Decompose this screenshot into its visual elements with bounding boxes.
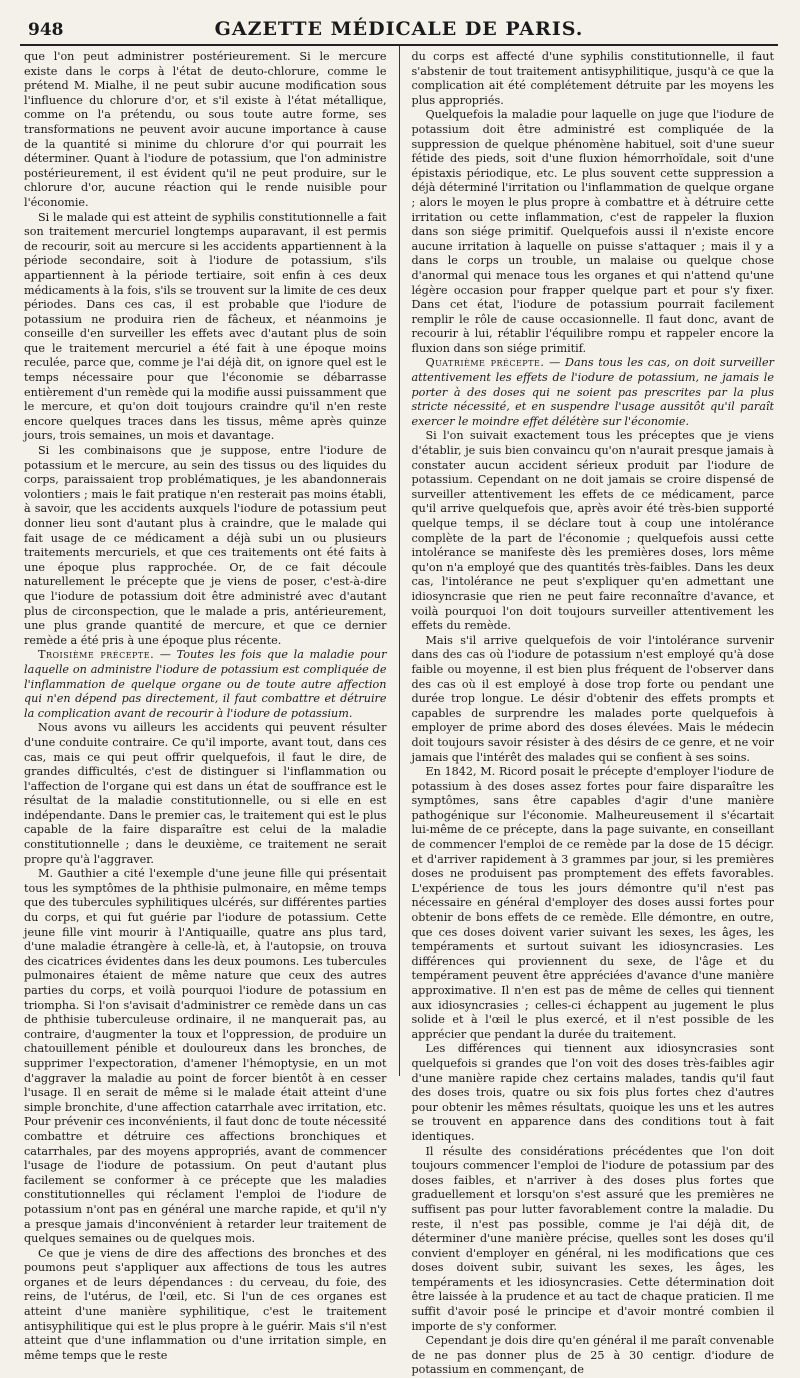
- left-column: [20, 46, 391, 1362]
- precept-text: Toutes les fois que la maladie pour laquelle on administre l'iodure de potassium est compliquée de l'inflammation de quelque organe ou de toute autre affection qui n'en dépend pas directement, il faut combattre et détruire la complication avant de recourir à l'iodure de potassium.: [24, 648, 387, 720]
- page-header: [20, 10, 778, 46]
- paragraph: Nous avons vu ailleurs les accidents qui peuvent résulter d'une conduite contraire. Ce qu'il importe, avant tout, dans ces cas, mais ce qui peut offrir quelquefois, il faut le dire, de grandes difficultés, c'est de distinguer si l'inflammation ou l'affection de l'organe qui est dans un état de souffrance est le résultat de la maladie constitutionnelle, ou si elle en est indépendante. Dans le premier cas, le traitement qui est le plus capable de la faire disparaître est celui de la maladie constitutionnelle ; dans le deuxième, ce traitement ne serait propre qu'à l'aggraver.: [24, 721, 387, 866]
- paragraph: En 1842, M. Ricord posait le précepte d'employer l'iodure de potassium à des doses assez fortes pour faire disparaître les symptômes, sans être capables d'agir d'une manière pathogénique sur l'économie. Malheureusement il s'écartait lui-même de ce précepte, dans la page suivante, en conseillant de commencer l'emploi de ce remède par la dose de 15 décigr. et d'arriver rapidement à 3 grammes par jour, si les premières doses ne produisent pas promptement des effets favorables. L'expérience de tous les jours démontre qu'il n'est pas nécessaire en général d'employer des doses aussi fortes pour obtenir de bons effets de ce remède. Elle démontre, en outre, que ces doses doivent varier suivant les sexes, les âges, les tempéraments et surtout suivant les idiosyncrasies. Les différences qui proviennent du sexe, de l'âge et du tempérament peuvent être appréciées d'avance d'une manière approximative. Il n'en est pas de même de celles qui tiennent aux idiosyncrasies ; celles-ci échappent au jugement le plus solide et à l'œil le plus exercé, et il n'est possible de les apprécier que pendant la durée du traitement.: [411, 765, 774, 1041]
- precept-label: Troisième précepte.: [38, 648, 155, 662]
- paragraph: que l'on peut administrer postérieurement. Si le mercure existe dans le corps à l'état de deuto-chlorure, comme le prétend M. Mialhe, il ne peut subir aucune modification sous l'influence du chlorure d'or, et s'il existe à l'état métallique, comme on l'a prétendu, ou sous toute autre forme, ses transformations ne peuvent avoir aucune importance à cause de la quantité si minime du chlorure d'or qui pourrait les déterminer. Quant à l'iodure de potassium, que l'on administre postérieurement, il est évident qu'il ne peut produire, sur le chlorure d'or, aucune réaction qui le rende nuisible pour l'économie.: [24, 50, 387, 209]
- paragraph: Troisième précepte. — Toutes les fois que la maladie pour laquelle on administre l'iodure de potassium est compliquée de l'inflammation de quelque organe ou de toute autre affection qui n'en dépend pas directement, il faut combattre et détruire la complication avant de recourir à l'iodure de potassium.: [24, 648, 387, 720]
- paragraph: Quatrième précepte. — Dans tous les cas, on doit surveiller attentivement les effets de l'iodure de potassium, ne jamais le porter à des doses qui ne soient pas prescrites par la plus stricte nécessité, et en suspendre l'usage aussitôt qu'il paraît exercer le moindre effet délétère sur l'économie.: [411, 356, 774, 428]
- page-number: 948: [28, 20, 64, 40]
- right-column: [407, 46, 778, 1377]
- paragraph: Mais s'il arrive quelquefois de voir l'intolérance survenir dans des cas où l'iodure de potassium n'est employé qu'à dose faible ou moyenne, il est bien plus fréquent de l'observer dans des cas où il est employé à dose trop forte ou pendant une durée trop longue. Le désir d'obtenir des effets prompts et capables de surprendre les malades porte quelquefois à employer de prime abord des doses élevées. Mais le médecin doit toujours savoir résister à des désirs de ce genre, et ne voir jamais que l'intérêt des malades qui se confient à ses soins.: [411, 633, 774, 764]
- column-rule: [399, 46, 400, 1076]
- paragraph: Si les combinaisons que je suppose, entre l'iodure de potassium et le mercure, au sein des tissus ou des liquides du corps, paraissaient trop problématiques, je les abandonnerais volontiers ; mais le fait pratique n'en resterait pas moins établi, à savoir, que les accidents auxquels l'iodure de potassium peut donner lieu sont d'autant plus à craindre, que le malade qui fait usage de ce médicament a déjà subi un ou plusieurs traitements mercuriels, et que ces traitements ont été faits à une époque plus rapprochée. Or, de ce fait découle naturellement le précepte que je viens de poser, c'est-à-dire que l'iodure de potassium doit être administré avec d'autant plus de circonspection, que le malade a pris, antérieurement, une plus grande quantité de mercure, et que ce dernier remède a été pris à une époque plus récente.: [24, 444, 387, 647]
- running-title: GAZETTE MÉDICALE DE PARIS.: [214, 18, 584, 40]
- paragraph: Si le malade qui est atteint de syphilis constitutionnelle a fait son traitement mercuriel longtemps auparavant, il est permis de recourir, soit au mercure si les accidents appartiennent à la période secondaire, soit à l'iodure de potassium, s'ils appartiennent à la période tertiaire, soit enfin à ces deux médicaments à la fois, s'ils se trouvent sur la limite de ces deux périodes. Dans ces cas, il est probable que l'iodure de potassium ne produira rien de fâcheux, et néanmoins je conseille d'en surveiller les effets avec d'autant plus de soin que le traitement mercuriel a été fait à une époque moins reculée, parce que, comme je l'ai déjà dit, on ignore quel est le temps nécessaire pour que l'économie se débarrasse entièrement d'un remède qui la modifie aussi puissamment que le mercure, et qu'on doit toujours craindre qu'il n'en reste encore quelques traces dans les tissus, même après quinze jours, trois semaines, un mois et davantage.: [24, 210, 387, 443]
- paragraph: M. Gauthier a cité l'exemple d'une jeune fille qui présentait tous les symptômes de la phthisie pulmonaire, en même temps que des tubercules syphilitiques ulcérés, sur différentes parties du corps, et qui fut guérie par l'iodure de potassium. Cette jeune fille vint mourir à l'Antiquaille, quatre ans plus tard, d'une maladie étrangère à celle-là, et, à l'autopsie, on trouva des cicatrices évidentes dans les deux poumons. Les tubercules pulmonaires étaient de même nature que ceux des autres parties du corps, et voilà pourquoi l'iodure de potassium en triompha. Si l'on s'avisait d'administrer ce remède dans un cas de phthisie tuberculeuse ordinaire, il ne manquerait pas, au contraire, d'augmenter la toux et l'oppression, de produire un chatouillement pénible et douloureux dans les bronches, de supprimer l'expectoration, d'amener l'hémoptysie, en un mot d'aggraver la maladie au point de forcer bientôt à en cesser l'usage. Il en serait de même si le malade était atteint d'une simple bronchite, d'une affection catarrhale avec irritation, etc. Pour prévenir ces inconvénients, il faut donc de toute nécessité combattre et détruire ces affections bronchiques et catarrhales, par des moyens appropriés, avant de commencer l'usage de l'iodure de potassium. On peut d'autant plus facilement se conformer à ce précepte que les maladies constitutionnelles qui réclament l'emploi de l'iodure de potassium n'ont pas en général une marche rapide, et qu'il n'y a presque jamais d'inconvénient à retarder leur traitement de quelques semaines ou de quelques mois.: [24, 867, 387, 1246]
- paragraph: Les différences qui tiennent aux idiosyncrasies sont quelquefois si grandes que l'on voit des doses très-faibles agir d'une manière rapide chez certains malades, tandis qu'il faut des doses trois, quatre ou six fois plus fortes chez d'autres pour obtenir les mêmes résultats, quoique les uns et les autres se trouvent en apparence dans des conditions tout à fait identiques.: [411, 1042, 774, 1143]
- paragraph: Quelquefois la maladie pour laquelle on juge que l'iodure de potassium doit être administré est compliquée de la suppression de quelque phénomène habituel, soit d'une sueur fétide des pieds, soit d'une fluxion hémorrhoïdale, soit d'une épistaxis périodique, etc. Le plus souvent cette suppression a déjà déterminé l'irritation ou l'inflammation de quelque organe ; alors le moyen le plus propre à combattre et à détruire cette irritation ou cette inflammation, c'est de rappeler la fluxion dans son siége primitif. Quelquefois aussi il n'existe encore aucune irritation à laquelle on puisse s'attaquer ; mais il y a dans le corps un trouble, un malaise ou quelque chose d'anormal qui menace tous les organes et qui n'attend qu'une légère occasion pour frapper quelque part et pour s'y fixer. Dans cet état, l'iodure de potassium pourrait facilement remplir le rôle de cause occasionnelle. Il faut donc, avant de recourir à lui, rétablir l'équilibre rompu et rappeler encore la fluxion dans son siége primitif.: [411, 108, 774, 355]
- paragraph: du corps est affecté d'une syphilis constitutionnelle, il faut s'abstenir de tout traitement antisyphilitique, jusqu'à ce que la complication ait été complétement détruite par les moyens les plus appropriés.: [411, 50, 774, 107]
- paragraph: Si l'on suivait exactement tous les préceptes que je viens d'établir, je suis bien convaincu qu'on n'aurait presque jamais à constater aucun accident sérieux produit par l'iodure de potassium. Cependant on ne doit jamais se croire dispensé de surveiller attentivement les effets de ce médicament, parce qu'il arrive quelquefois que, après avoir été très-bien supporté quelque temps, il se déclare tout à coup une intolérance complète de la part de l'économie ; quelquefois aussi cette intolérance se manifeste dès les premières doses, lors même qu'on n'a employé que des quantités très-faibles. Dans les deux cas, l'intolérance ne peut s'expliquer qu'en admettant une idiosyncrasie que rien ne peut faire reconnaître d'avance, et voilà pourquoi l'on doit toujours surveiller attentivement les effets du remède.: [411, 429, 774, 633]
- precept-label: Quatrième précepte.: [425, 356, 545, 370]
- precept-text: Dans tous les cas, on doit surveiller attentivement les effets de l'iodure de potassium, ne jamais le porter à des doses qui ne soient pas prescrites par la plus stricte nécessité, et en suspendre l'usage aussitôt qu'il paraît exercer le moindre effet délétère sur l'économie.: [411, 356, 774, 428]
- paragraph: Il résulte des considérations précédentes que l'on doit toujours commencer l'emploi de l'iodure de potassium par des doses faibles, et n'arriver à des doses plus fortes que graduellement et lorsqu'on s'est assuré que les premières ne suffisent pas pour lutter favorablement contre la maladie. Du reste, il n'est pas possible, comme je l'ai déjà dit, de déterminer d'une manière précise, quelles sont les doses qu'il convient d'employer en général, ni les modifications que ces doses doivent subir, suivant les sexes, les âges, les tempéraments et les idiosyncrasies. Cette détermination doit être laissée à la prudence et au tact de chaque praticien. Il me suffit d'avoir posé le principe et d'avoir montré combien il importe de s'y conformer.: [411, 1144, 774, 1333]
- paragraph: Ce que je viens de dire des affections des bronches et des poumons peut s'appliquer aux affections de tous les autres organes et de leurs dépendances : du cerveau, du foie, des reins, de l'utérus, de l'œil, etc. Si l'un de ces organes est atteint d'une manière syphilitique, c'est le traitement antisyphilitique qui est le plus propre à le guérir. Mais s'il n'est atteint que d'une inflammation ou d'une irritation simple, en même temps que le reste: [24, 1246, 387, 1362]
- paragraph: Cependant je dois dire qu'en général il me paraît convenable de ne pas donner plus de 25 à 30 centigr. d'iodure de potassium en commençant, de: [411, 1334, 774, 1377]
- text-columns: [20, 46, 778, 1377]
